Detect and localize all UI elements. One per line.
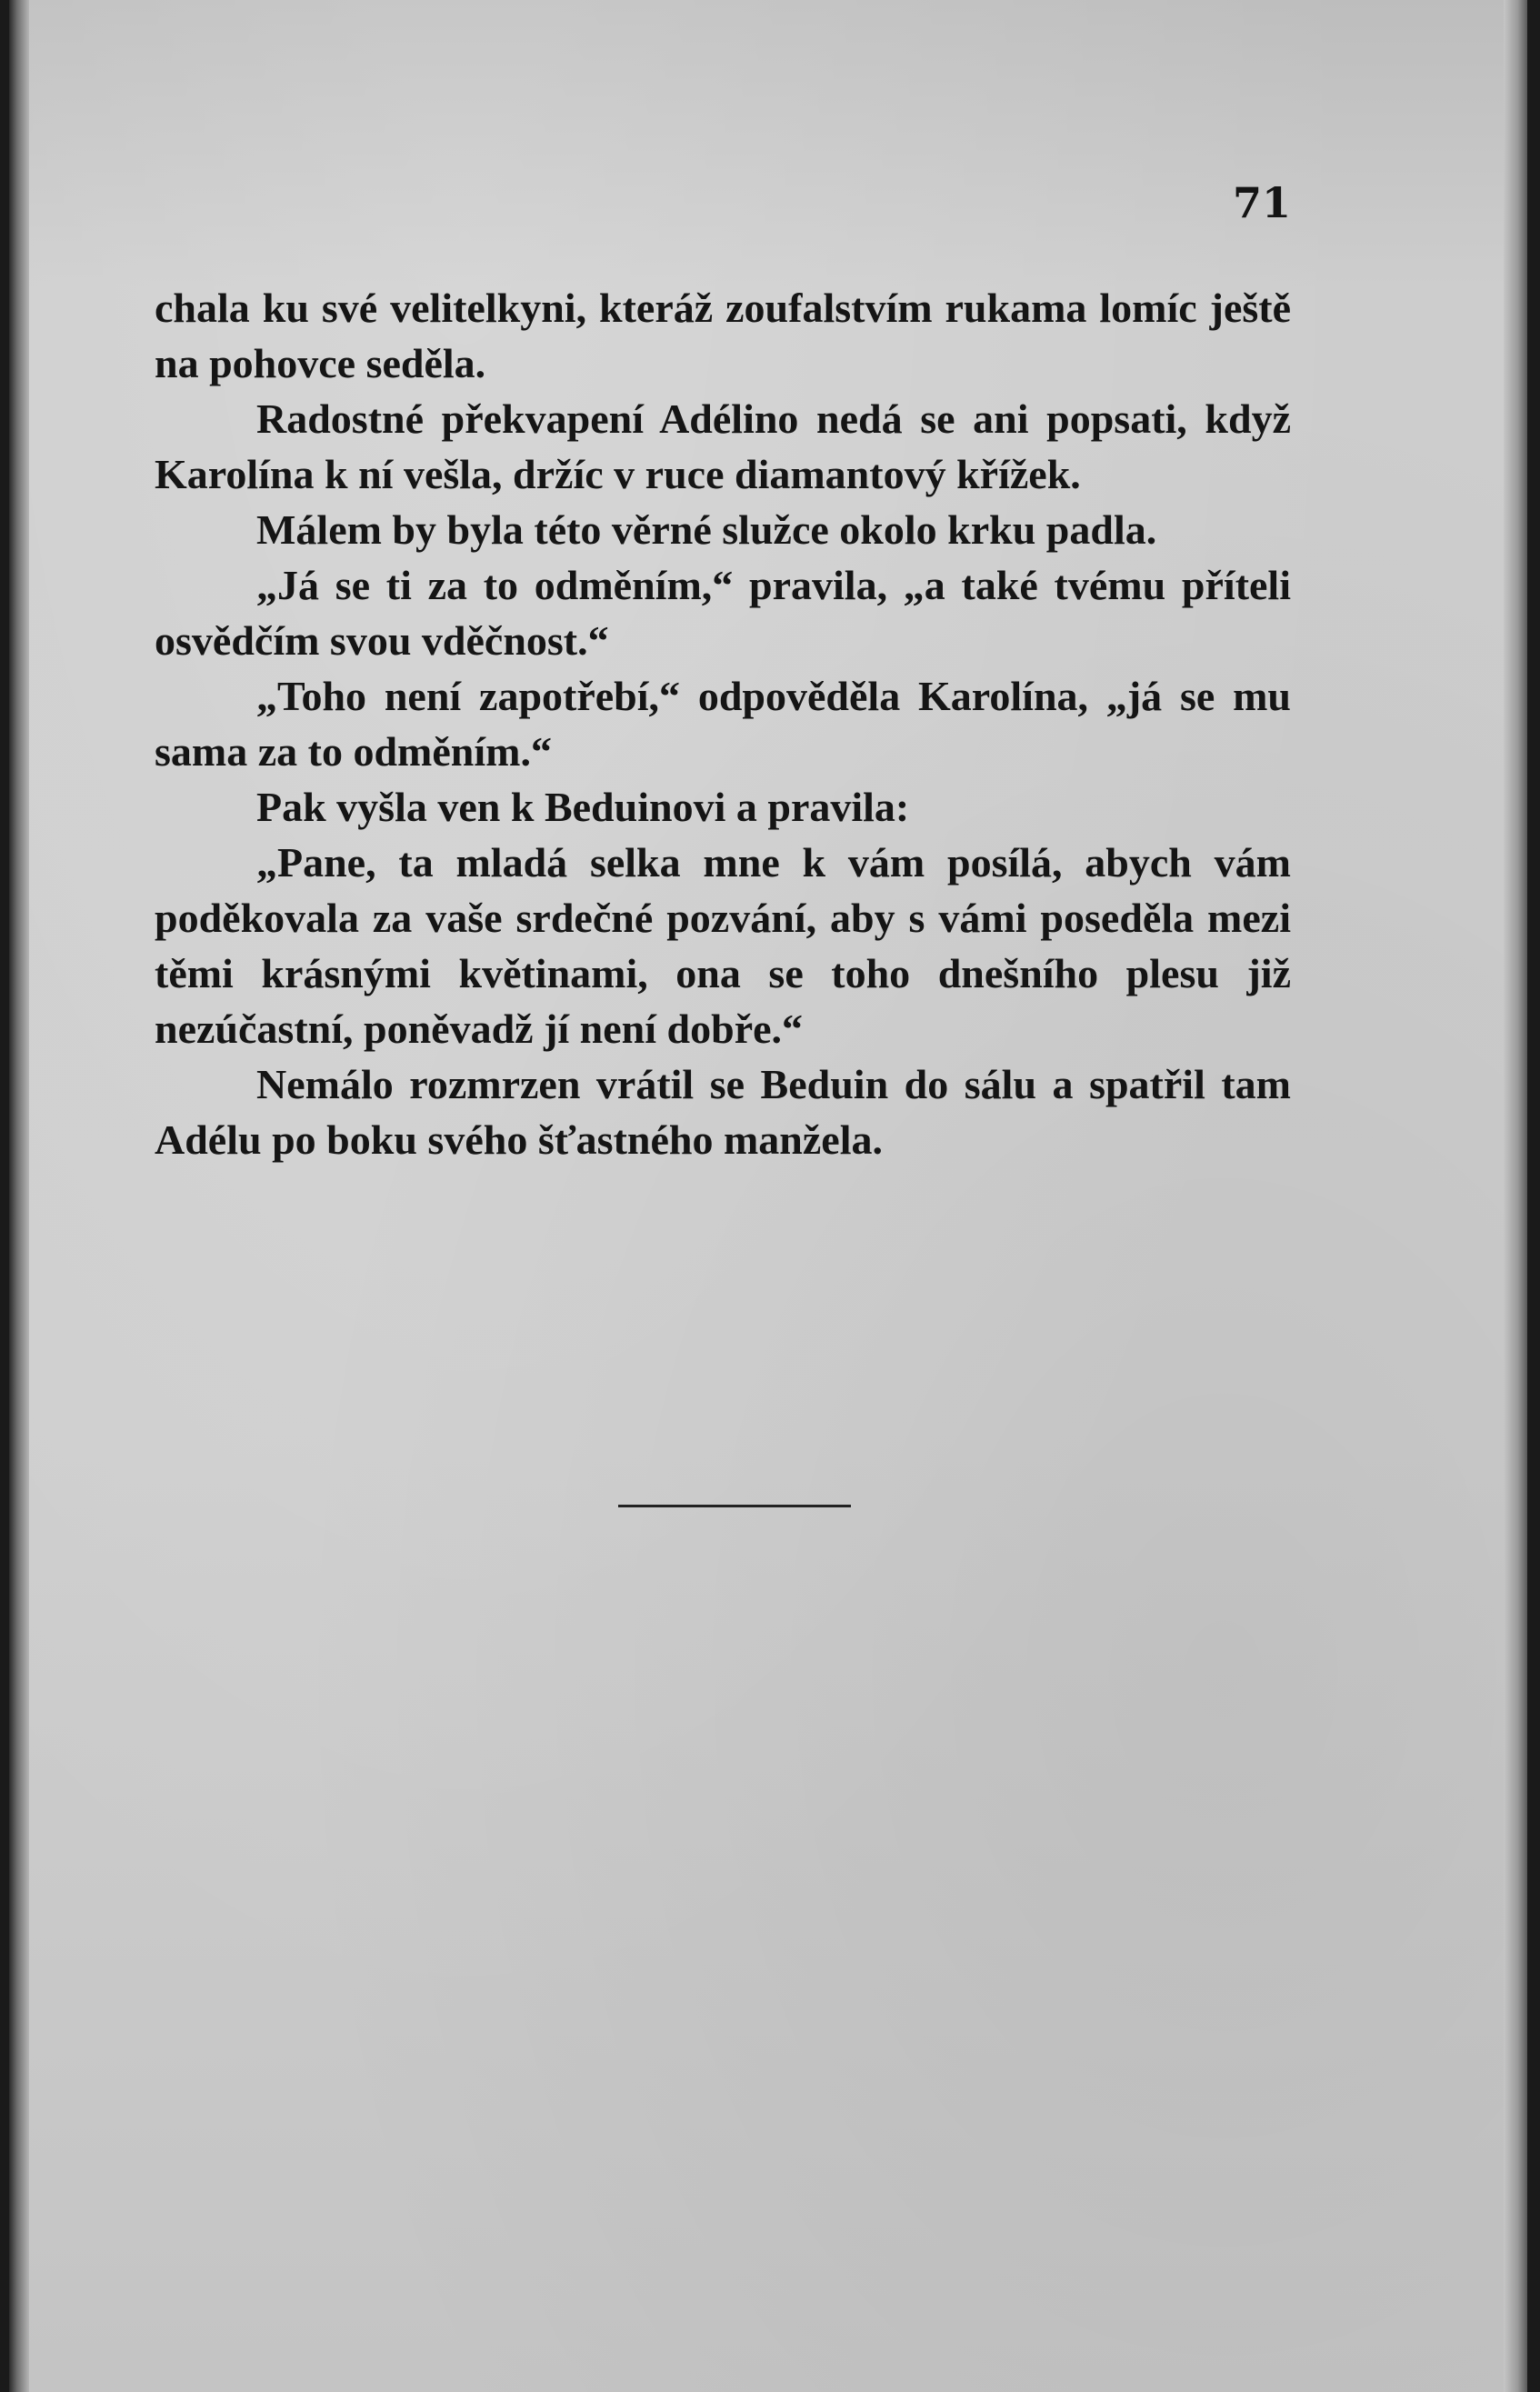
paragraph: Radostné překvapení Adélino nedá se ani popsati, když Karolína k ní vešla, držíc v ruce diamantový křížek. xyxy=(155,395,1291,497)
book-page xyxy=(9,0,1527,2392)
page-number: 71 xyxy=(1232,178,1291,227)
page-right-edge xyxy=(1504,0,1527,2392)
paragraph: Málem by byla této věrné služce okolo krku padla. xyxy=(256,506,1157,553)
paragraph: chala ku své velitelkyni, kteráž zoufalstvím rukama lomíc ještě na pohovce seděla. xyxy=(155,285,1291,386)
paragraph: Nemálo rozmrzen vrátil se Beduin do sálu a spatřil tam Adélu po boku svého šťastného manžela. xyxy=(155,1061,1291,1163)
paragraph: „Pane, ta mladá selka mne k vám posílá, abych vám poděkovala za vaše srdečné pozvání, aby s vámi poseděla mezi těmi krásnými květinami, ona se toho dnešního plesu již nezúčastní, poněvadž jí není dobře.“ xyxy=(155,839,1291,1052)
page-left-edge xyxy=(9,0,29,2392)
section-divider xyxy=(618,1505,851,1507)
paragraph: „Toho není zapotřebí,“ odpověděla Karolína, „já se mu sama za to odměním.“ xyxy=(155,673,1291,775)
paragraph: „Já se ti za to odměním,“ pravila, „a také tvému příteli osvědčím svou vděčnost.“ xyxy=(155,562,1291,664)
body-text xyxy=(155,280,1291,1167)
paragraph: Pak vyšla ven k Beduinovi a pravila: xyxy=(256,784,910,830)
